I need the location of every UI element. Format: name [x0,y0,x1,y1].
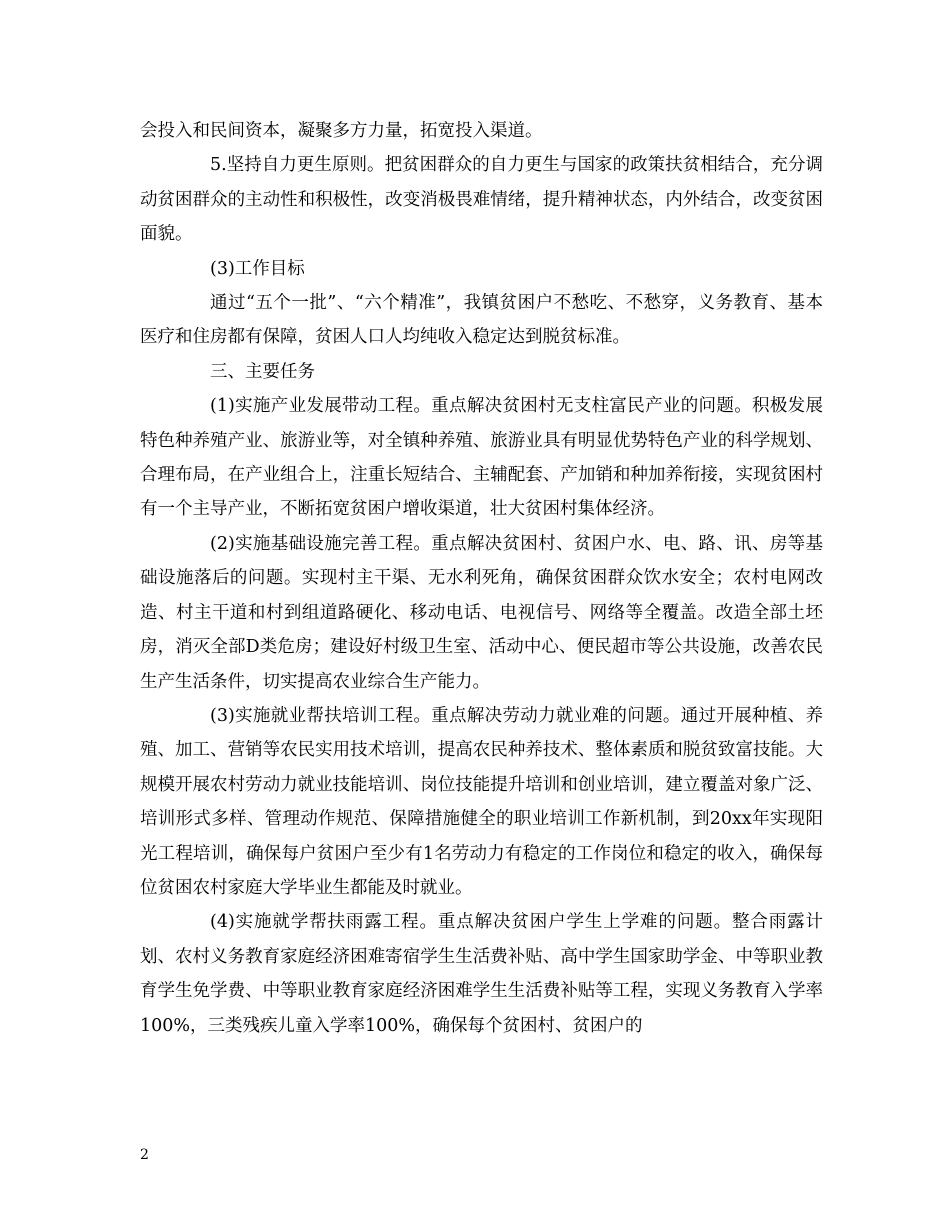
paragraph: (3)实施就业帮扶培训工程。重点解决劳动力就业难的问题。通过开展种植、养殖、加工、营销等农民实用技术培训，提高农民种养技术、整体素质和脱贫致富技能。大规模开展农村劳动力就业技能培训、岗位技能提升培训和创业培训，建立覆盖对象广泛、培训形式多样、管理动作规范、保障措施健全的职业培训工作新机制，到20xx年实现阳光工程培训，确保每户贫困户至少有1名劳动力有稳定的工作岗位和稳定的收入，确保每位贫困农村家庭大学毕业生都能及时就业。 [140,705,823,898]
body-text [140,114,823,1043]
paragraph: (1)实施产业发展带动工程。重点解决贫困村无支柱富民产业的问题。积极发展特色种养殖产业、旅游业等，对全镇种养殖、旅游业具有明显优势特色产业的科学规划、合理布局，在产业组合上，注重长短结合、主辅配套、产加销和种加养衔接，实现贫困村有一个主导产业，不断拓宽贫困户增收渠道，壮大贫困村集体经济。 [140,396,823,520]
paragraph: (4)实施就学帮扶雨露工程。重点解决贫困户学生上学难的问题。整合雨露计划、农村义务教育家庭经济困难寄宿学生生活费补贴、高中学生国家助学金、中等职业教育学生免学费、中等职业教育家庭经济困难学生生活费补贴等工程，实现义务教育入学率100%，三类残疾儿童入学率100%，确保每个贫困村、贫困户的 [140,912,823,1036]
paragraph: 5.坚持自力更生原则。把贫困群众的自力更生与国家的政策扶贫相结合，充分调动贫困群众的主动性和积极性，改变消极畏难情绪，提升精神状态，内外结合，改变贫困面貌。 [140,155,823,245]
page-number: 2 [140,1147,149,1163]
paragraph: 通过“五个一批”、“六个精准”，我镇贫困户不愁吃、不愁穿，义务教育、基本医疗和住房都有保障，贫困人口人均纯收入稳定达到脱贫标准。 [140,293,823,348]
paragraph: 会投入和民间资本，凝聚多方力量，拓宽投入渠道。 [140,121,543,141]
section-heading: (3)工作目标 [210,258,305,279]
paragraph: (2)实施基础设施完善工程。重点解决贫困村、贫困户水、电、路、讯、房等基础设施落后的问题。实现村主干渠、无水利死角，确保贫困群众饮水安全；农村电网改造、村主干道和村到组道路硬化、移动电话、电视信号、网络等全覆盖。改造全部土坯房，消灭全部D类危房；建设好村级卫生室、活动中心、便民超市等公共设施，改善农民生产生活条件，切实提高农业综合生产能力。 [140,533,823,692]
section-heading: 三、主要任务 [210,361,315,382]
